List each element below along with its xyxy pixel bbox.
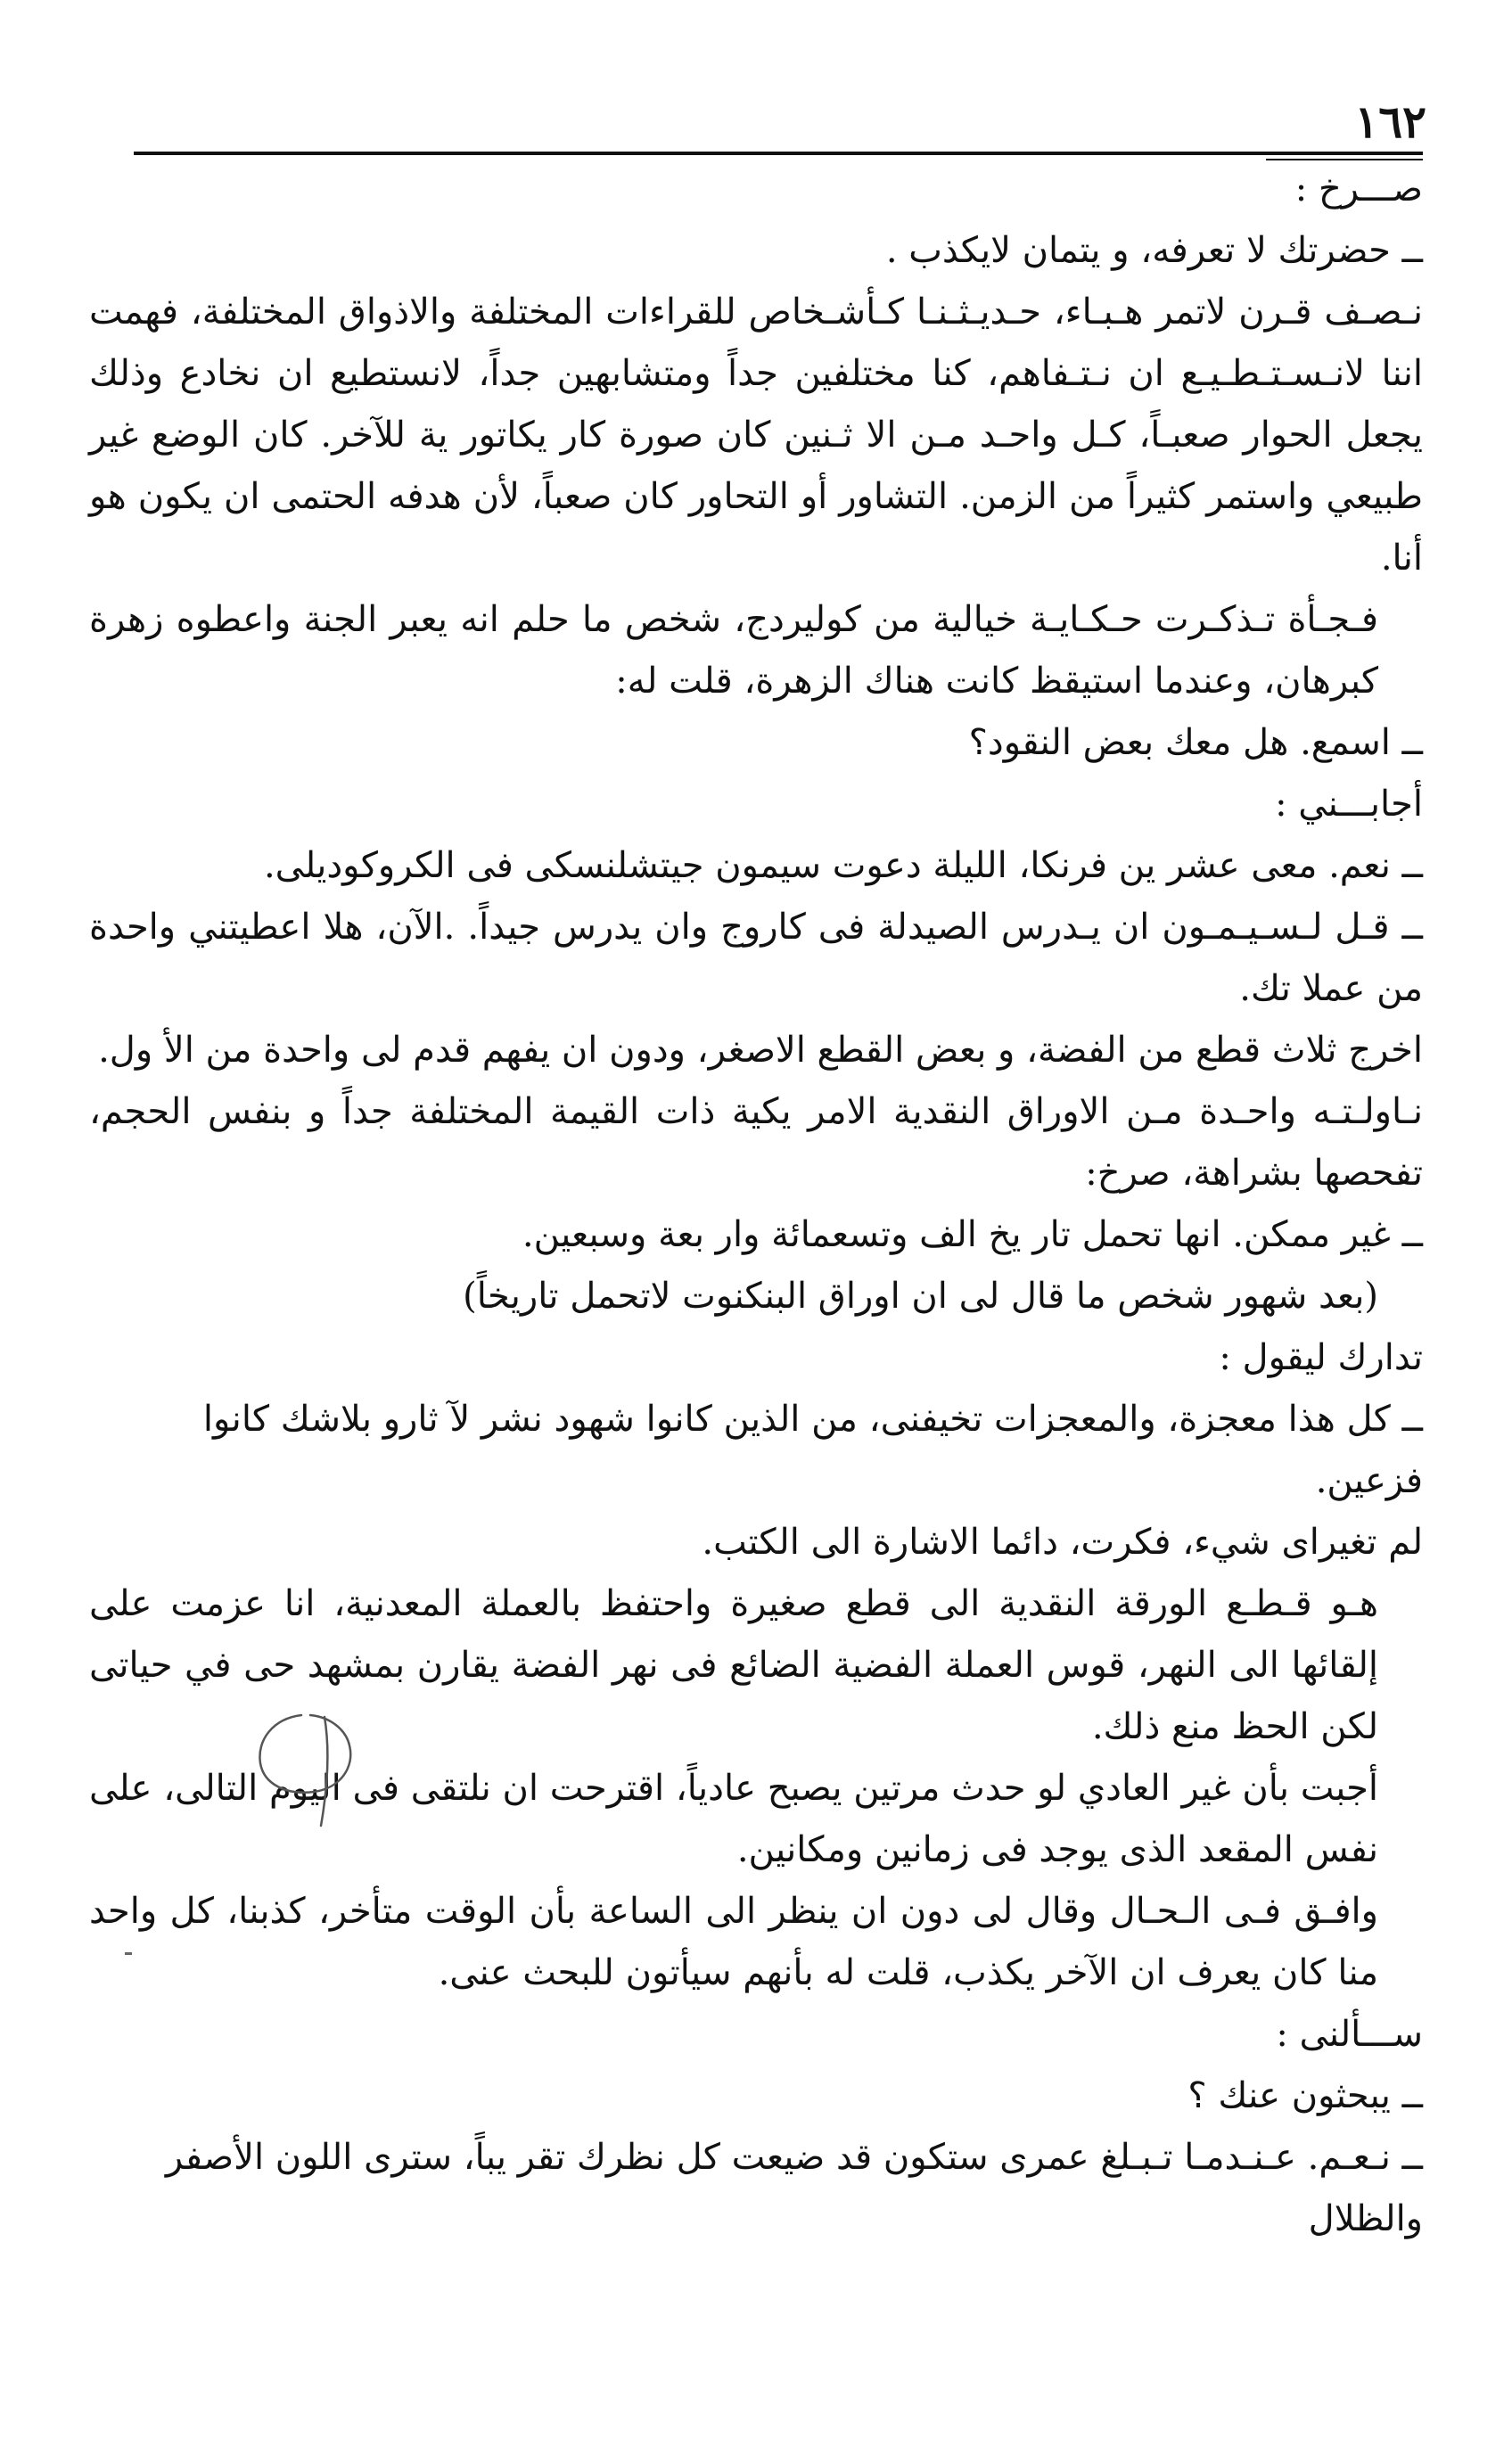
text-line: ــ اسمع. هل معك بعض النقود؟ [968, 722, 1423, 763]
page-body [89, 159, 1423, 2250]
text-line: ــ كل هذا معجزة، والمعجزات تخيفنى، من الذين كانوا شهود نشر لآ ثارو بلاشك كانوا فزعين. [202, 1399, 1423, 1501]
paragraph: فـجـأة تـذكـرت حـكـايـة خيالية من كوليردج، شخص ما حلم انه يعبر الجنة واعطوه زهرة كبرهان، وعندما استيقظ كانت هناك الزهرة، قلت له: [89, 599, 1378, 702]
page-number: ١٦٢ [1354, 95, 1426, 148]
text-line: ــ نعم. معى عشر ين فرنكا، الليلة دعوت سيمون جيتشلنسكى فى الكروكوديلى. [263, 845, 1423, 886]
text-line: ــ غير ممكن. انها تحمل تار يخ الف وتسعمائة وار بعة وسبعين. [522, 1214, 1423, 1255]
text-line: لم تغيراى شيء، فكرت، دائما الاشارة الى الكتب. [702, 1522, 1423, 1563]
text-line: أجابـــني : [1275, 784, 1423, 825]
paragraph: نـصـف قـرن لاتمر هـبـاء، حـديـثـنـا كـأشـخاص للقراءات المختلفة والاذواق المختلفة، فهمت اننا لانـسـتـطـيـع ان نـتـفاهم، كنا مختلفين جداً ومتشابهين جداً، لانستطيع ان نخادع وذلك يجعل الحوار صعبـاً، كـل واحـد مـن الا ثـنين كان صورة كار يكاتور ية للآخر. كان الوضع غير طبيعي واستمر كثيراً من الزمن. التشاور أو التحاور كان صعباً، لأن هدفه الحتمى ان يكون هو أنا. [89, 292, 1424, 579]
text-line: ــ نـعـم. عـنـدمـا تـبـلغ عمرى ستكون قد ضيعت كل نظرك تقر يباً، سترى اللون الأصفر والظلال [165, 2137, 1423, 2239]
text-line: (بعد شهور شخص ما قال لى ان اوراق البنكنوت لاتحمل تاريخاً) [463, 1276, 1378, 1317]
text-line: ــ يبحثون عنك ؟ [1187, 2075, 1423, 2116]
stray-pen-mark [125, 1952, 132, 1955]
paragraph: أجبت بأن غير العادي لو حدث مرتين يصبح عادياً، اقترحت ان نلتقى فى اليوم التالى، على نفس المقعد الذى يوجد فى زمانين ومكانين. [89, 1768, 1378, 1870]
text-line: ســـألنى : [1276, 2014, 1423, 2055]
paragraph: وافـق فـى الـحـال وقال لى دون ان ينظر الى الساعة بأن الوقت متأخر، كذبنا، كل واحد منا كان يعرف ان الآخر يكذب، قلت له بأنهم سيأتون للبحث عنى. [89, 1891, 1378, 1993]
paragraph: هـو قـطـع الورقة النقدية الى قطع صغيرة واحتفظ بالعملة المعدنية، انا عزمت على إلقائها الى النهر، قوس العملة الفضية الضائع فى نهر الفضة يقارن بمشهد حى في حياتى لكن الحظ منع ذلك. [89, 1583, 1378, 1747]
text-line: ــ حضرتك لا تعرفه، و يتمان لايكذب . [885, 230, 1423, 271]
paragraph: ــ قـل لـسـيـمـون ان يـدرس الصيدلة فى كاروج وان يدرس جيداً. .الآن، هلا اعطيتني واحدة من عملا تك. [89, 907, 1423, 1009]
text-line: صـــرخ : [1294, 168, 1423, 209]
text-line: تدارك ليقول : [1219, 1337, 1423, 1378]
paragraph: نـاولـتـه واحـدة مـن الاوراق النقدية الامر يكية ذات القيمة المختلفة جداً و بنفس الحجم، تفحصها بشراهة، صرخ: [89, 1091, 1424, 1194]
text-line: اخرج ثلاث قطع من الفضة، و بعض القطع الاصغر، ودون ان يفهم قدم لى واحدة من الأ ول. [98, 1030, 1423, 1071]
header-rule [134, 152, 1423, 155]
